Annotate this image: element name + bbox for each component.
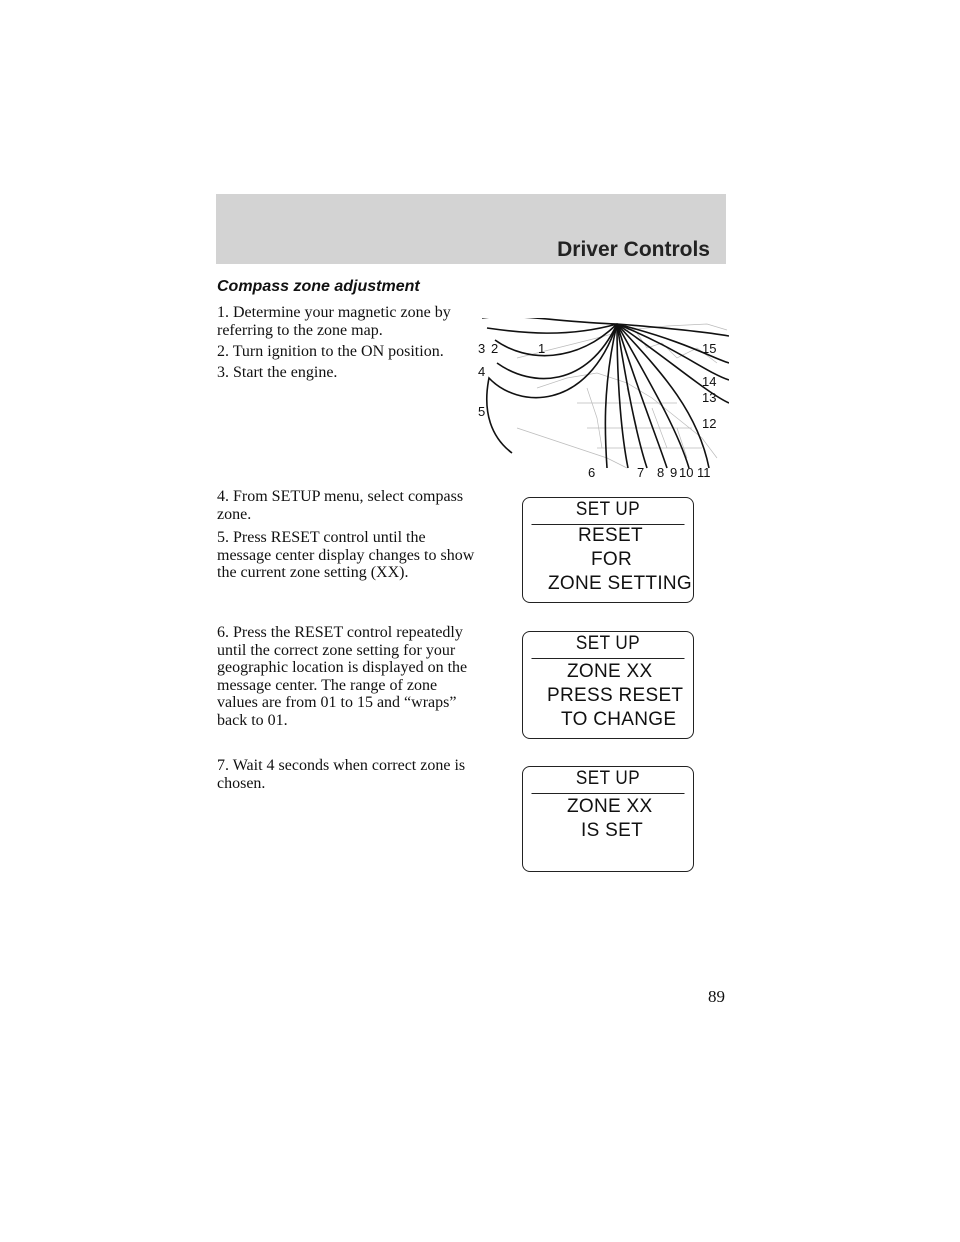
message-center-display-change bbox=[522, 631, 694, 739]
zone-label-3: 3 bbox=[478, 341, 486, 356]
message-center-display-set bbox=[522, 766, 694, 872]
zone-label-15: 15 bbox=[702, 341, 717, 356]
subsection-title: Compass zone adjustment bbox=[217, 278, 420, 295]
zone-label-9: 9 bbox=[670, 465, 678, 480]
zone-map bbox=[477, 318, 729, 486]
display-line: RESET bbox=[578, 525, 643, 546]
zone-label-12: 12 bbox=[702, 416, 717, 431]
display-header: SET UP bbox=[532, 767, 685, 794]
message-center-display-reset bbox=[522, 497, 694, 603]
display-line: ZONE SETTING bbox=[548, 573, 692, 594]
zone-label-2: 2 bbox=[491, 341, 499, 356]
display-header: SET UP bbox=[532, 498, 685, 525]
step-4: 4. From SETUP menu, select compass zone. bbox=[217, 488, 464, 523]
step-3: 3. Start the engine. bbox=[217, 364, 338, 381]
display-line: TO CHANGE bbox=[561, 709, 677, 730]
step-1: 1. Determine your magnetic zone by referring to the zone map. bbox=[217, 304, 451, 339]
zone-label-8: 8 bbox=[657, 465, 665, 480]
header-band bbox=[216, 194, 726, 264]
page-number: 89 bbox=[708, 987, 725, 1006]
zone-label-4: 4 bbox=[478, 364, 486, 379]
display-line: ZONE XX bbox=[567, 661, 653, 682]
display-line: PRESS RESET bbox=[547, 685, 684, 706]
section-title: Driver Controls bbox=[557, 238, 710, 261]
zone-label-1: 1 bbox=[538, 341, 546, 356]
step-7: 7. Wait 4 seconds when correct zone is chosen. bbox=[217, 757, 466, 792]
display-line: ZONE XX bbox=[567, 796, 653, 817]
display-line: IS SET bbox=[581, 820, 643, 841]
zone-label-7: 7 bbox=[637, 465, 645, 480]
zone-label-10: 10 bbox=[679, 465, 694, 480]
display-line: FOR bbox=[591, 549, 633, 570]
step-6: 6. Press the RESET control repeatedly until the correct zone setting for your geographic location is displayed on the message center. The range of zone values are from 01 to 15 and “wraps” back to 01. bbox=[217, 624, 468, 729]
zone-label-11: 11 bbox=[697, 465, 711, 480]
zone-label-14: 14 bbox=[702, 374, 717, 389]
zone-lines bbox=[482, 318, 729, 468]
zone-label-6: 6 bbox=[588, 465, 596, 480]
step-5: 5. Press RESET control until the message center display changes to show the current zone setting (XX). bbox=[217, 529, 475, 581]
display-header: SET UP bbox=[532, 632, 685, 659]
zone-label-5: 5 bbox=[478, 404, 486, 419]
zone-label-13: 13 bbox=[702, 390, 717, 405]
step-2: 2. Turn ignition to the ON position. bbox=[217, 343, 444, 360]
